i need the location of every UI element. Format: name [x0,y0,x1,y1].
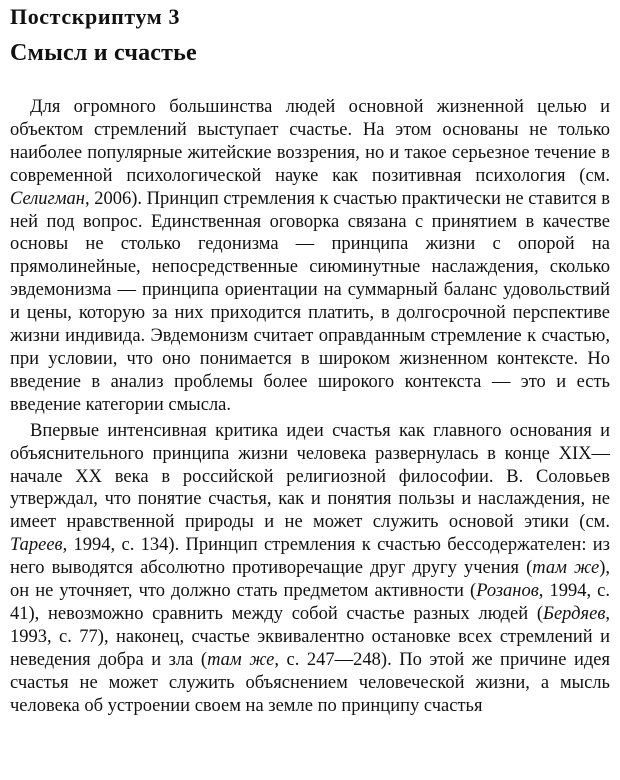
text-run: , 1994, с. 134). Принцип стремления к счастью бессодержателен: из него выводятся абсолютно противоречащие друг другу учения ( [10,535,610,579]
page-title: Смысл и счастье [10,40,197,66]
body-text [10,96,610,717]
citation-author: Бердяев [543,603,606,624]
postscript-label: Постскриптум 3 [10,4,181,29]
text-run: Для огромного большинства людей основной жизненной целью и объектом стремлений выступает счастье. На этом основаны не только наиболее популярные житейские воззрения, но и такое серьезное течение в современной психологической науке как позитивная психология (см. [10,97,610,186]
paragraph [10,420,610,718]
citation-author: Селигман [10,188,85,209]
text-run: , 2006). Принцип стремления к счастью практически не ставится в ней под вопрос. Единственная оговорка связана с принятием в качестве основы не столько гедонизма — принципа жизни с опорой на прямолинейные, непосредственные сиюминутные наслаждения, сколько эвдемонизма — принципа ориентации на суммарный баланс удовольствий и цены, которую за них приходится платить, в долгосрочной перспективе жизни индивида. Эвдемонизм считает оправданным стремление к счастью, при условии, что оно понимается в широком жизненном контексте. Но введение в анализ проблемы более широкого контекста — это и есть введение категории смысла. [10,188,610,415]
paragraph [10,96,610,417]
text-run: , с. 247—248). По этой же причине идея счастья не может служить объяснением человеческой жизни, а мысль человека об устроении своем на земле по принципу счастья [10,649,610,716]
text-run: , 1993, с. 77), наконец, счастье эквивалентно остановке всех стремлений и неведения добра и зла ( [10,603,610,670]
citation-author: Розанов [476,581,539,602]
citation-author: там же [207,649,275,670]
text-run: ), он не уточняет, что должно стать предметом активности ( [10,558,610,602]
text-run: Впервые интенсивная критика идеи счастья как главного основания и объяснительного принципа жизни человека развернулась в конце XIX—начале XX века в российской религиозной философии. В. Соловьев утверждал, что понятие счастья, как и понятия пользы и наслаждения, не имеет нравственной природы и не может служить основой этики (см. [10,420,610,533]
citation-author: Тареев [10,535,63,556]
text-run: , 1994, с. 41), невозможно сравнить между собой счастье разных людей ( [10,581,610,624]
citation-author: там же [532,558,600,579]
